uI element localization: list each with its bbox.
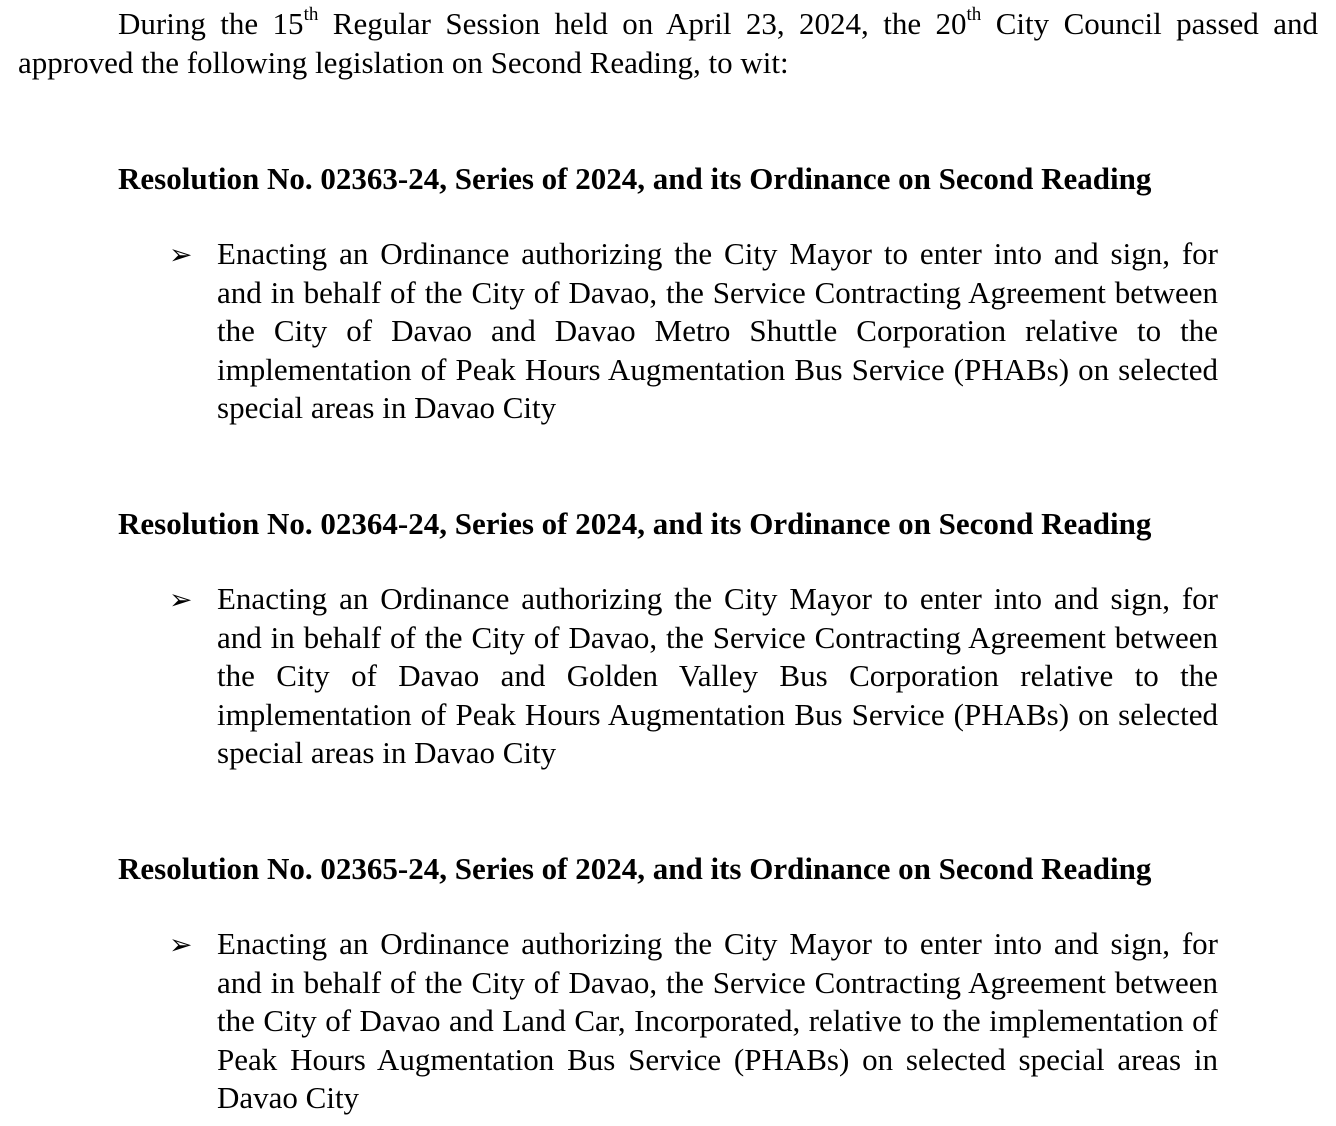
- resolution-item-3: [118, 849, 1218, 1118]
- arrow-bullet-icon: ➢: [169, 583, 193, 616]
- arrow-bullet-icon: ➢: [169, 238, 193, 271]
- resolution-heading: Resolution No. 02365-24, Series of 2024, and its Ordinance on Second Reading: [118, 851, 1152, 886]
- intro-ordinal-suffix-1: th: [303, 3, 319, 25]
- resolution-bullet: [118, 925, 1218, 1118]
- resolution-description: Enacting an Ordinance authorizing the City Mayor to enter into and sign, for and in behalf of the City of Davao, the Service Contracting Agreement between the City of Davao and Land Car, Incorporated, relative to the implementation of Peak Hours Augmentation Bus Service (PHABs) on selected special areas in Davao City: [217, 926, 1218, 1115]
- intro-paragraph: [18, 4, 1318, 82]
- intro-text-part1: During the 15: [118, 6, 304, 41]
- intro-text-part3: City Council passed and approved the following legislation on Second Reading, to wit:: [18, 6, 1318, 80]
- resolution-bullet: [118, 235, 1218, 428]
- intro-text-part2: Regular Session held on April 23, 2024, the 20: [318, 6, 967, 41]
- resolution-description: Enacting an Ordinance authorizing the City Mayor to enter into and sign, for and in behalf of the City of Davao, the Service Contracting Agreement between the City of Davao and Golden Valley Bus Corporation relative to the implementation of Peak Hours Augmentation Bus Service (PHABs) on selected special areas in Davao City: [217, 581, 1218, 770]
- arrow-bullet-icon: ➢: [169, 928, 193, 961]
- resolution-item-1: [118, 159, 1218, 428]
- resolution-heading: Resolution No. 02363-24, Series of 2024, and its Ordinance on Second Reading: [118, 161, 1152, 196]
- resolution-heading: Resolution No. 02364-24, Series of 2024, and its Ordinance on Second Reading: [118, 506, 1152, 541]
- resolution-bullet: [118, 580, 1218, 773]
- intro-ordinal-suffix-2: th: [966, 3, 982, 25]
- resolution-item-2: [118, 504, 1218, 773]
- resolution-description: Enacting an Ordinance authorizing the City Mayor to enter into and sign, for and in behalf of the City of Davao, the Service Contracting Agreement between the City of Davao and Davao Metro Shuttle Corporation relative to the implementation of Peak Hours Augmentation Bus Service (PHABs) on selected special areas in Davao City: [217, 236, 1218, 425]
